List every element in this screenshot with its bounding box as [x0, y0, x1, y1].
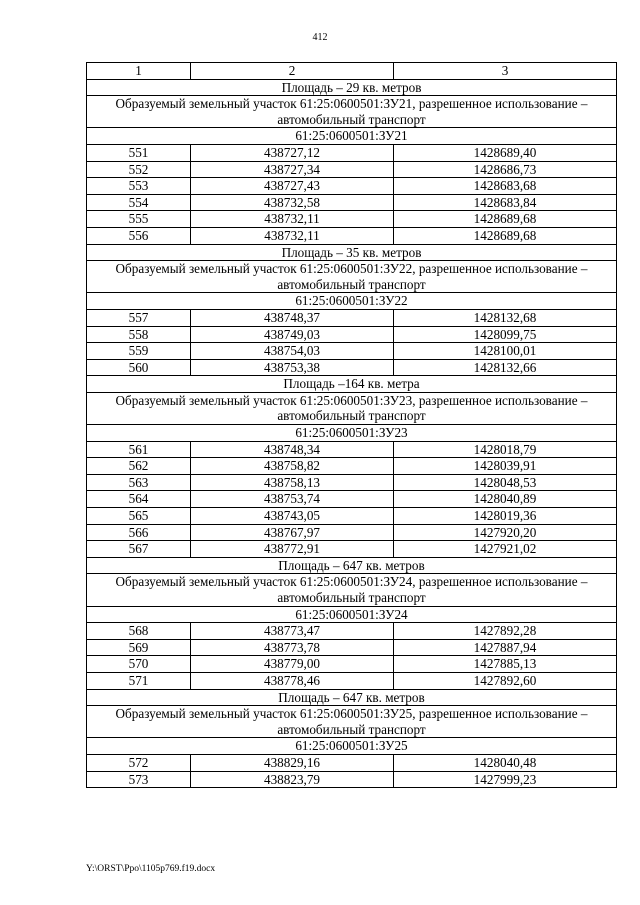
x-coordinate-cell: 438758,13	[191, 474, 394, 491]
y-coordinate-cell: 1427885,13	[394, 656, 617, 673]
section-area-label: Площадь – 35 кв. метров	[87, 244, 617, 261]
y-coordinate-cell: 1427892,28	[394, 623, 617, 640]
section-description: Образуемый земельный участок 61:25:0600501:ЗУ23, разрешенное использование – автомобильный транспорт	[87, 392, 617, 424]
point-number-cell: 552	[87, 161, 191, 178]
section-description-row	[87, 706, 617, 738]
y-coordinate-cell: 1427887,94	[394, 639, 617, 656]
x-coordinate-cell: 438748,37	[191, 309, 394, 326]
section-description-row	[87, 96, 617, 128]
y-coordinate-cell: 1428099,75	[394, 326, 617, 343]
point-number-cell: 551	[87, 144, 191, 161]
table-row	[87, 326, 617, 343]
table-row	[87, 458, 617, 475]
table-row	[87, 227, 617, 244]
section-area-row	[87, 244, 617, 261]
point-number-cell: 560	[87, 359, 191, 376]
point-number-cell: 565	[87, 508, 191, 525]
y-coordinate-cell: 1427999,23	[394, 771, 617, 788]
table-row	[87, 639, 617, 656]
column-header-y: 3	[394, 63, 617, 80]
column-header-x: 2	[191, 63, 394, 80]
section-description: Образуемый земельный участок 61:25:0600501:ЗУ25, разрешенное использование – автомобильный транспорт	[87, 706, 617, 738]
section-cadastral-number: 61:25:0600501:ЗУ23	[87, 425, 617, 442]
y-coordinate-cell: 1428100,01	[394, 343, 617, 360]
point-number-cell: 555	[87, 211, 191, 228]
x-coordinate-cell: 438727,12	[191, 144, 394, 161]
x-coordinate-cell: 438778,46	[191, 672, 394, 689]
y-coordinate-cell: 1428689,68	[394, 227, 617, 244]
section-description-row	[87, 574, 617, 606]
section-cadastral-number: 61:25:0600501:ЗУ25	[87, 738, 617, 755]
y-coordinate-cell: 1428686,73	[394, 161, 617, 178]
section-area-row	[87, 376, 617, 393]
point-number-cell: 563	[87, 474, 191, 491]
point-number-cell: 568	[87, 623, 191, 640]
x-coordinate-cell: 438779,00	[191, 656, 394, 673]
table-row	[87, 474, 617, 491]
point-number-cell: 561	[87, 441, 191, 458]
table-row	[87, 309, 617, 326]
x-coordinate-cell: 438754,03	[191, 343, 394, 360]
point-number-cell: 566	[87, 524, 191, 541]
table-row	[87, 491, 617, 508]
x-coordinate-cell: 438823,79	[191, 771, 394, 788]
point-number-cell: 571	[87, 672, 191, 689]
table-row	[87, 178, 617, 195]
file-path-footer: Y:\ORST\Ppo\1105p769.f19.docx	[86, 864, 216, 874]
point-number-cell: 572	[87, 754, 191, 771]
point-number-cell: 554	[87, 194, 191, 211]
section-cadastral-row	[87, 606, 617, 623]
x-coordinate-cell: 438772,91	[191, 541, 394, 558]
table-row	[87, 211, 617, 228]
y-coordinate-cell: 1427920,20	[394, 524, 617, 541]
y-coordinate-cell: 1428019,36	[394, 508, 617, 525]
y-coordinate-cell: 1428683,84	[394, 194, 617, 211]
point-number-cell: 570	[87, 656, 191, 673]
coordinates-table	[86, 62, 617, 788]
section-area-row	[87, 689, 617, 706]
section-cadastral-number: 61:25:0600501:ЗУ22	[87, 293, 617, 310]
x-coordinate-cell: 438748,34	[191, 441, 394, 458]
x-coordinate-cell: 438753,38	[191, 359, 394, 376]
x-coordinate-cell: 438829,16	[191, 754, 394, 771]
point-number-cell: 557	[87, 309, 191, 326]
y-coordinate-cell: 1428132,66	[394, 359, 617, 376]
y-coordinate-cell: 1428018,79	[394, 441, 617, 458]
x-coordinate-cell: 438773,78	[191, 639, 394, 656]
y-coordinate-cell: 1428683,68	[394, 178, 617, 195]
x-coordinate-cell: 438732,11	[191, 227, 394, 244]
table-row	[87, 524, 617, 541]
section-cadastral-row	[87, 425, 617, 442]
table-row	[87, 359, 617, 376]
section-cadastral-row	[87, 128, 617, 145]
table-row	[87, 771, 617, 788]
point-number-cell: 569	[87, 639, 191, 656]
point-number-cell: 553	[87, 178, 191, 195]
section-cadastral-row	[87, 738, 617, 755]
section-area-label: Площадь –164 кв. метра	[87, 376, 617, 393]
table-row	[87, 441, 617, 458]
y-coordinate-cell: 1428132,68	[394, 309, 617, 326]
y-coordinate-cell: 1428689,40	[394, 144, 617, 161]
x-coordinate-cell: 438727,34	[191, 161, 394, 178]
section-description-row	[87, 392, 617, 424]
x-coordinate-cell: 438732,58	[191, 194, 394, 211]
x-coordinate-cell: 438749,03	[191, 326, 394, 343]
point-number-cell: 573	[87, 771, 191, 788]
point-number-cell: 556	[87, 227, 191, 244]
column-header-point-number: 1	[87, 63, 191, 80]
table-row	[87, 144, 617, 161]
x-coordinate-cell: 438758,82	[191, 458, 394, 475]
x-coordinate-cell: 438767,97	[191, 524, 394, 541]
section-description: Образуемый земельный участок 61:25:0600501:ЗУ21, разрешенное использование – автомобильный транспорт	[87, 96, 617, 128]
y-coordinate-cell: 1428048,53	[394, 474, 617, 491]
table-row	[87, 656, 617, 673]
x-coordinate-cell: 438732,11	[191, 211, 394, 228]
table-row	[87, 541, 617, 558]
table-row	[87, 343, 617, 360]
table-row	[87, 508, 617, 525]
table-header-row	[87, 63, 617, 80]
x-coordinate-cell: 438743,05	[191, 508, 394, 525]
table-row	[87, 161, 617, 178]
y-coordinate-cell: 1427892,60	[394, 672, 617, 689]
table-row	[87, 754, 617, 771]
point-number-cell: 562	[87, 458, 191, 475]
section-area-label: Площадь – 647 кв. метров	[87, 689, 617, 706]
y-coordinate-cell: 1428040,89	[394, 491, 617, 508]
y-coordinate-cell: 1428040,48	[394, 754, 617, 771]
table-row	[87, 623, 617, 640]
x-coordinate-cell: 438773,47	[191, 623, 394, 640]
x-coordinate-cell: 438727,43	[191, 178, 394, 195]
coordinates-table-body	[87, 63, 617, 788]
section-description: Образуемый земельный участок 61:25:0600501:ЗУ22, разрешенное использование – автомобильный транспорт	[87, 261, 617, 293]
point-number-cell: 558	[87, 326, 191, 343]
point-number-cell: 567	[87, 541, 191, 558]
y-coordinate-cell: 1428689,68	[394, 211, 617, 228]
section-description-row	[87, 261, 617, 293]
y-coordinate-cell: 1427921,02	[394, 541, 617, 558]
page-number: 412	[312, 32, 328, 43]
table-row	[87, 194, 617, 211]
section-cadastral-number: 61:25:0600501:ЗУ24	[87, 606, 617, 623]
section-description: Образуемый земельный участок 61:25:0600501:ЗУ24, разрешенное использование – автомобильный транспорт	[87, 574, 617, 606]
y-coordinate-cell: 1428039,91	[394, 458, 617, 475]
section-cadastral-number: 61:25:0600501:ЗУ21	[87, 128, 617, 145]
table-row	[87, 672, 617, 689]
section-area-label: Площадь – 647 кв. метров	[87, 557, 617, 574]
point-number-cell: 559	[87, 343, 191, 360]
section-area-row	[87, 79, 617, 96]
point-number-cell: 564	[87, 491, 191, 508]
section-area-row	[87, 557, 617, 574]
section-cadastral-row	[87, 293, 617, 310]
x-coordinate-cell: 438753,74	[191, 491, 394, 508]
section-area-label: Площадь – 29 кв. метров	[87, 79, 617, 96]
